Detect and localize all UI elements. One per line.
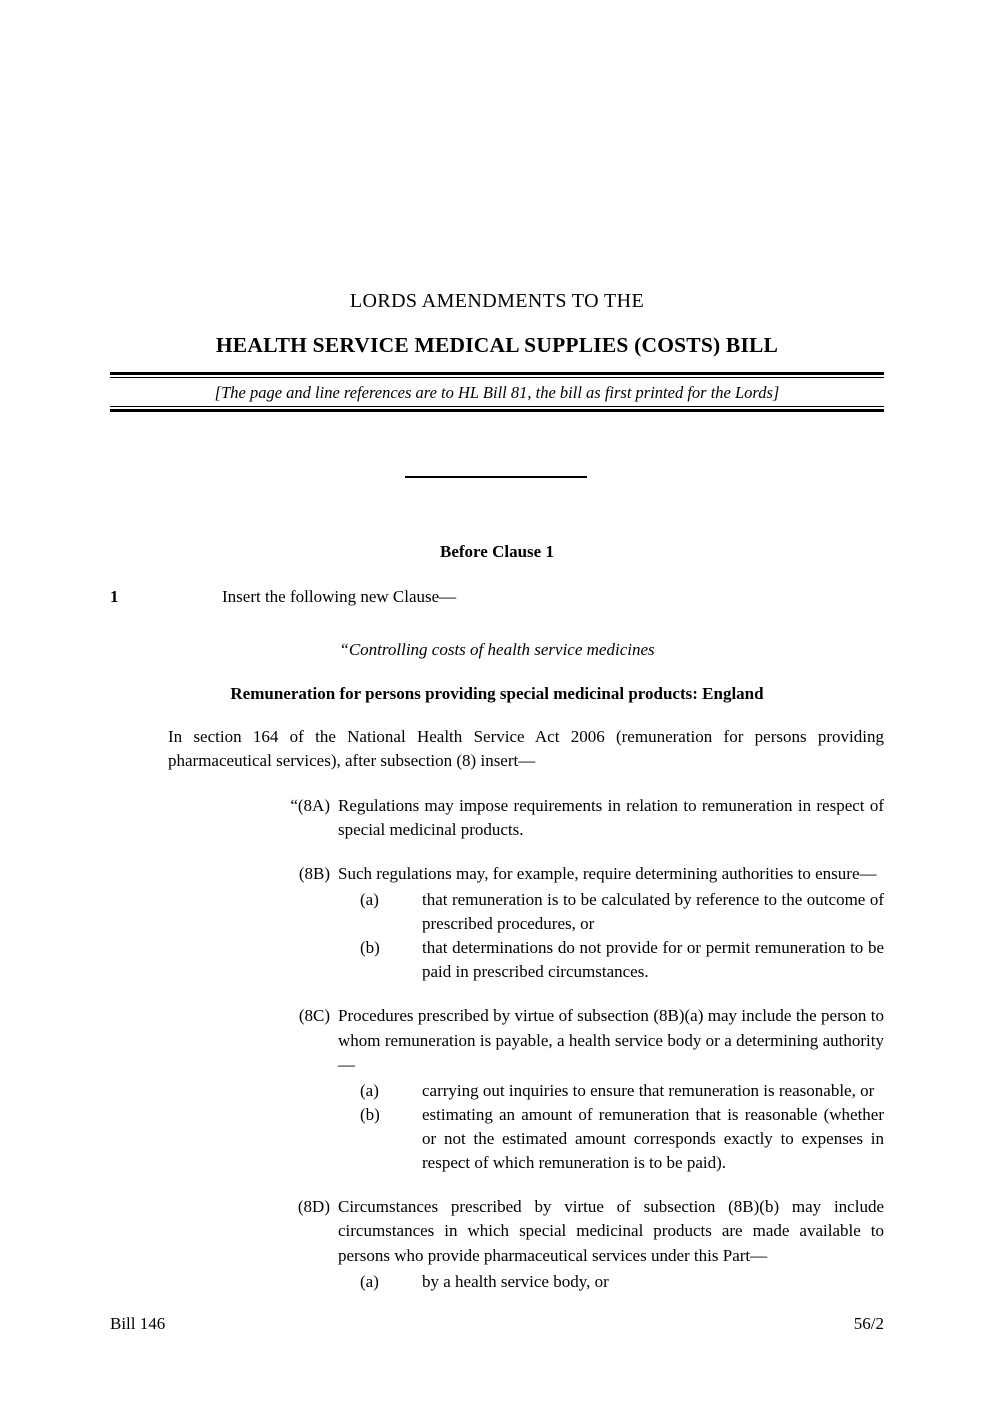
subsection-8d — [110, 1195, 884, 1294]
paragraph-text: that determinations do not provide for or permit remuneration to be paid in prescribed circumstances. — [422, 938, 884, 982]
paragraph-text: carrying out inquiries to ensure that remuneration is reasonable, or — [422, 1080, 875, 1100]
section-divider — [405, 476, 587, 478]
subsection-8a — [110, 794, 884, 842]
amendment-content — [222, 585, 884, 610]
document-title-line-2: HEALTH SERVICE MEDICAL SUPPLIES (COSTS) BILL — [215, 333, 779, 357]
subsection-label: (8D) — [297, 1197, 330, 1217]
subsection-8c — [110, 1004, 884, 1175]
paragraph-label: (b) — [360, 1104, 380, 1124]
inserted-clause-group-title: “Controlling costs of health service medicines — [339, 639, 655, 659]
inserted-clause-heading: Remuneration for persons providing special medicinal products: England — [230, 683, 764, 703]
subsection-paragraph-list — [360, 1270, 884, 1294]
rule-thick-lower — [110, 409, 884, 412]
page-line-reference-note: [The page and line references are to HL Bill 81, the bill as first printed for the Lords] — [214, 383, 780, 402]
paragraph-label: (b) — [360, 938, 380, 958]
note-rule-top — [110, 372, 884, 378]
subsection-text: Regulations may impose requirements in relation to remuneration in respect of special medicinal products. — [338, 795, 884, 839]
amendment-entry — [110, 585, 884, 610]
amendment-number: 1 — [110, 587, 119, 607]
section-heading-before-clause: Before Clause 1 — [440, 542, 554, 561]
paragraph-text: estimating an amount of remuneration that is reasonable (whether or not the estimated amount corresponds exactly to expenses in respect of which remuneration is to be paid). — [422, 1104, 884, 1173]
rule-thin-upper — [110, 377, 884, 378]
footer-bill-number: Bill 146 — [110, 1314, 166, 1333]
subsection-paragraph-list — [360, 1079, 884, 1176]
paragraph-label: (a) — [360, 889, 379, 909]
paragraph-item — [360, 1270, 884, 1294]
footer-page-reference: 56/2 — [853, 1314, 884, 1333]
document-title-line-1: LORDS AMENDMENTS TO THE — [349, 290, 645, 312]
subsection-8b — [110, 862, 884, 985]
subsection-label: (8C) — [298, 1006, 330, 1026]
subsection-label: “(8A) — [290, 795, 330, 815]
paragraph-item — [360, 936, 884, 984]
paragraph-text: by a health service body, or — [422, 1271, 609, 1291]
paragraph-item — [360, 888, 884, 936]
document-header — [110, 288, 884, 360]
paragraph-label: (a) — [360, 1080, 379, 1100]
amendment-instruction: Insert the following new Clause— — [222, 587, 457, 607]
paragraph-label: (a) — [360, 1271, 379, 1291]
subsection-text: Circumstances prescribed by virtue of subsection (8B)(b) may include circumstances in which special medicinal products are made available to persons who provide pharmaceutical services under this Part— — [338, 1197, 884, 1265]
paragraph-item — [360, 1103, 884, 1175]
note-rule-bottom — [110, 406, 884, 412]
paragraph-text: that remuneration is to be calculated by reference to the outcome of prescribed procedures, or — [422, 889, 884, 934]
subsection-text: Such regulations may, for example, require determining authorities to ensure— — [338, 863, 877, 883]
inserted-clause-lead-paragraph: In section 164 of the National Health Service Act 2006 (remuneration for persons providing pharmaceutical services), after subsection (8) insert— — [168, 727, 884, 771]
subsection-paragraph-list — [360, 888, 884, 985]
subsection-text: Procedures prescribed by virtue of subsection (8B)(a) may include the person to whom remuneration is payable, a health service body or a determining authority— — [338, 1006, 884, 1074]
subsection-label: (8B) — [298, 863, 330, 883]
document-body — [110, 541, 884, 1294]
paragraph-item — [360, 1079, 884, 1103]
